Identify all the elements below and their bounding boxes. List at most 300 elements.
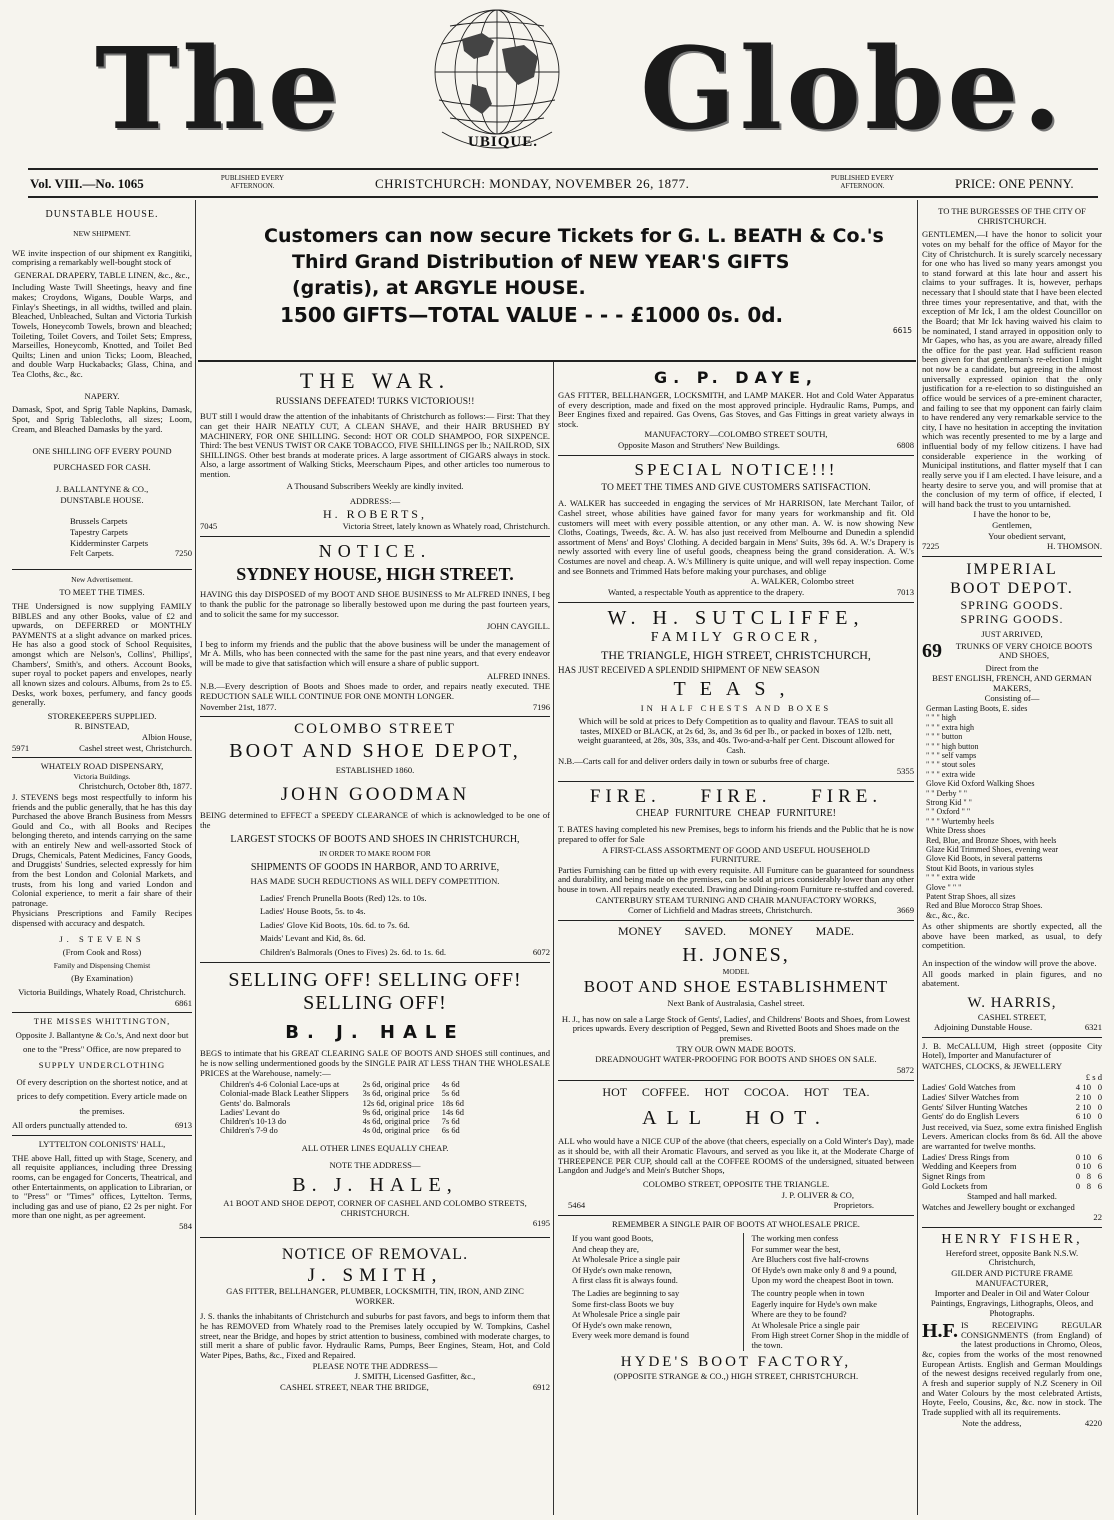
hale-price-table — [220, 1080, 472, 1135]
poem-line: The working men confess — [751, 1234, 839, 1244]
list-item: White Dress shoes — [926, 826, 986, 836]
table-cell: 7s 6d — [441, 1117, 460, 1127]
colombo-established: ESTABLISHED 1860. — [335, 765, 415, 776]
hale-address: A1 BOOT AND SHOE DEPOT, CORNER OF CASHEL AND COLOMBO STREETS, CHRISTCHURCH. — [223, 1198, 527, 1218]
lyttelton-title: LYTTELTON COLONISTS' HALL, — [38, 1139, 166, 1150]
list-item: " " " Wurtemby heels — [926, 816, 994, 826]
divider — [200, 1237, 550, 1238]
misses-body2: Of every description on the shortest notice, and at prices to defy competition. Every article made on the premises. — [16, 1076, 188, 1116]
list-item: Maids' Levant and Kid, 8s. 6d. — [260, 933, 366, 944]
poem-line: For summer wear the best, — [751, 1244, 841, 1254]
list-item: Brussels Carpets — [70, 516, 128, 527]
jones-model: MODEL — [722, 966, 750, 976]
table-row — [220, 1089, 472, 1098]
dateline — [30, 172, 1098, 196]
column-rule — [917, 200, 918, 1515]
napery-body: Damask, Spot, and Sprig Table Napkins, Damask, Spot, and Sprig Tablecloths, all sizes; Loom, Cream, and Bleached Damasks by the yard. — [12, 404, 192, 434]
whately-title: WHATELY ROAD DISPENSARY, — [40, 761, 164, 772]
mccallum-exchange: Watches and Jewellery bought or exchanged — [922, 1201, 1075, 1212]
fisher-note-row: Note the address, 4220 — [962, 1418, 1102, 1429]
divider — [200, 536, 550, 537]
volume-number: Vol. VIII.—No. 1065 — [30, 176, 144, 191]
list-item: Patent Strap Shoes, all sizes — [926, 891, 1016, 901]
ad-number: 7225 — [922, 541, 940, 552]
poem-divider — [743, 1233, 744, 1350]
table-row — [220, 1099, 472, 1108]
table-cell: 6s 6d — [441, 1126, 460, 1136]
list-item: Gents' Silver Hunting Watches 2 10 0 — [922, 1101, 1102, 1112]
fire-subtitle: CHEAP FURNITURE CHEAP FURNITURE! — [636, 808, 836, 820]
new-advertisement: New Advertisement. — [71, 574, 133, 584]
ad-number: 7250 — [174, 548, 192, 559]
dunstable-body: Including Waste Twill Sheetings, heavy and fine makes; Croydons, Wigans, Double Warps, and Finlay's Sheetings, in all widths, twilled and plain. Bleached, Unbleached, Sultan and Victoria Turkish Towels, Honeycomb Towels, brown and bleached; Toileting, Toilet Covers, and Toilet Sets; Empress, Marseilles, Honeycomb, Knotted, and Toilet Bed Quilts; Linen and union Ticks; Loom, Bleached, and double Warp Huckabacks; Glass, China, and Tea Cloths, &c., &c. — [12, 282, 192, 380]
war-street-row: 7045 Victoria Street, lately known as Whately road, Christchurch. — [200, 521, 550, 532]
list-item: Gold Lockets from 0 8 6 — [922, 1180, 1102, 1191]
list-item: " " " high button — [926, 741, 979, 751]
divider — [922, 1227, 1102, 1228]
misses-orders-row: All orders punctually attended to. 6913 — [12, 1120, 192, 1131]
table-cell: 5s 6d — [441, 1089, 460, 1099]
list-item: Glove " " " — [926, 882, 962, 892]
list-item: Strong Kid " " — [926, 797, 972, 807]
fire-body: T. BATES having completed his new Premises, begs to inform his friends and the Public that he is now prepared to offer for Sale — [558, 824, 914, 844]
poem-line: And cheap they are, — [572, 1244, 639, 1254]
special-wanted-row: Wanted, a respectable Youth as apprentice to the drapery. 7013 — [608, 586, 914, 597]
smith-signature: J. SMITH, Licensed Gasfitter, &c., — [354, 1371, 476, 1382]
list-item: Tapestry Carpets — [70, 527, 128, 538]
table-cell: Children's 4-6 Colonial Lace-ups at — [220, 1080, 340, 1090]
ad-number: 5971 — [12, 742, 30, 753]
table-row — [220, 1117, 472, 1126]
poem-line: Some first-class Boots we buy — [572, 1299, 674, 1309]
fisher-trade: GILDER AND PICTURE FRAME MANUFACTURER, — [951, 1268, 1073, 1288]
poem-line: If you want good Boots, — [572, 1234, 654, 1244]
sydney-nb: N.B.—Every description of Boots and Shoes made to order, and repairs neatly executed. THE REDUCTION SALE WILL CONTINUE FOR ONE MONTH LONGER. — [200, 681, 550, 701]
divider — [200, 962, 550, 963]
burgess-honor: I have the honor to be, — [973, 509, 1051, 520]
table-row — [220, 1108, 472, 1117]
poem-line: Are Bluchers cost five half-crowns — [751, 1255, 869, 1265]
ballantyne-house: DUNSTABLE HOUSE. — [60, 494, 144, 505]
goodman-largest: LARGEST STOCKS OF BOOTS AND SHOES IN CHRISTCHURCH, — [230, 834, 520, 846]
sutcliffe-subtitle: FAMILY GROCER, — [650, 629, 822, 645]
hale-other: ALL OTHER LINES EQUALLY CHEAP. — [301, 1142, 449, 1153]
lyttelton-body: THE above Hall, fitted up with Stage, Scenery, and all requisite appliances, including three Dressing rooms, can be engaged for Concerts, Theatrical, and other Entertainments, on application to Librarian, or to "Press" or "Times" offices, Lyttelton. Terms, including gas and use of piano, £2 2s per night. For more than one night, as per agreement. — [12, 1152, 192, 1221]
table-cell: 12s 6d, original price — [362, 1098, 434, 1108]
list-item: " " Derby " " — [926, 788, 968, 798]
imperial-title: IMPERIAL — [966, 560, 1058, 578]
harris-adjoining-row: Adjoining Dunstable House. 6321 — [934, 1022, 1102, 1033]
column-4 — [922, 206, 1102, 1516]
special-signature: A. WALKER, Colombo street — [750, 576, 854, 587]
hot-drinks: HOT COFFEE. HOT COCOA. HOT TEA. — [602, 1084, 870, 1099]
sutcliffe-title: W. H. SUTCLIFFE, — [607, 606, 865, 629]
list-item: Wedding and Keepers from 0 10 6 — [922, 1161, 1102, 1172]
divider — [12, 569, 192, 570]
list-item: Kidderminster Carpets — [70, 537, 149, 548]
list-item: Red and Blue Morocco Strap Shoes. — [926, 901, 1043, 911]
all-hot-proprietors-row: 5464 Proprietors. — [568, 1200, 874, 1211]
list-item: Gents' do do English Levers 6 10 0 — [922, 1111, 1102, 1122]
special-subtitle: TO MEET THE TIMES AND GIVE CUSTOMERS SATISFACTION. — [601, 482, 871, 493]
sydney-signature-2: ALFRED INNES. — [486, 670, 550, 681]
whately-body: J. STEVENS begs most respectfully to inform his friends and the public generally, that he has this day Purchased the above Branch Business from Messrs Gould and Co., with all Books and Recipes belonging thereto, and intends carrying on the same with an entirely New and well-assorted Stock of Drugs, Chemicals, Patent Medicines, Fancy Goods, and Druggists' Sundries, selected expressly for him from the best London and Colonial Markets, and trusts, from his long and varied London and Colonial experience, to merit a fair share of their patronage. — [12, 791, 192, 908]
ad-number: 7045 — [200, 521, 218, 532]
misses-body: Opposite J. Ballantyne & Co.'s, And next door but one to the "Press" Office, are now prepared to — [15, 1029, 189, 1055]
war-address: ADDRESS:— — [349, 496, 401, 507]
mccallum-list-2 — [922, 1153, 1102, 1192]
table-cell: Ladies' Levant do — [220, 1107, 280, 1117]
daye-opposite-row: Opposite Mason and Struthers' New Buildings. 6808 — [618, 440, 914, 451]
war-body: BUT still I would draw the attention of the inhabitants of Christchurch as follows:— First: That they can get their HAIR NEATLY CUT, A CLEAN SHAVE, and their HAIR BRUSHED BY MACHINERY, FOR ONE SHILLING. Second: HOT OR COLD SHAMPOO, FOR SIXPENCE. Third: The best VENUS TWIST OR CAKE TOBACCO, FIVE SHILLINGS per lb.; NAILROD, SIX SHILLINGS. Other best brands at moderate prices. A large assortment of CIGARS always in stock. Also, a large assortment of Walking Sticks, Meerschaum Pipes, and other articles too numerous to mention. — [200, 411, 550, 479]
burgess-body: GENTLEMEN,—I have the honor to solicit your votes on my behalf for the office of Mayor for the City of Christchurch. It is surely scarcely necessary for one who has lived so many years amongst you to stand forward at this late hour and assert his claims to your suffrages. It is, however, perhaps necessary that I should state that I have been elected three times your representative, and that, with the exception of Mr Ick, I am the oldest Councillor on the Board; that Mr Ick having waived his claim to be nominated, I stand arrayed in opposition only to Mr Gapes, who has, as you are aware, already filled the office for the past year. Had sufficient reason been given for that gentleman's re-election I might not now be a candidate, but agreeing in the almost universally expressed opinion that the only justification for a re-election to so distinguished an office would be services of a pre-eminent character, and failing to see that my opponent can fairly claim to have rendered any very remarkable service to the city, I have no hesitation in accepting the invitation which was recently presented to me by a large and influential body of my fellow citizens. I have had considerable experience in the working of Municipal institutions, and flatter myself that I can really serve you if I am elected. I have leisure, and a hearty desire to serve you, and will promise that at the conclusion of my term of office, if elected, I will hand back the trust to you untarnished. — [922, 229, 1102, 509]
table-cell: Colonial-made Black Leather Slippers — [220, 1089, 349, 1099]
goodman-made: HAS MADE SUCH REDUCTIONS AS WILL DEFY COMPETITION. — [250, 876, 500, 887]
poem-line: Upon my word the cheapest Boot in town. — [751, 1276, 894, 1286]
war-name: H. ROBERTS, — [323, 506, 427, 521]
stevens-address: Victoria Buildings, Whately Road, Christchurch. — [18, 986, 186, 997]
hf-block — [922, 1321, 1102, 1417]
notice-title: NOTICE. — [318, 540, 432, 561]
teas-title: TEAS, — [673, 678, 799, 701]
poem-line: Eagerly inquire for Hyde's own make — [751, 1299, 877, 1309]
ad-number: 22 — [1093, 1212, 1102, 1223]
consisting: Consisting of— — [984, 693, 1040, 704]
sydney-signature: JOHN CAYGILL. — [486, 621, 550, 632]
hale-title: B. J. HALE — [285, 1022, 465, 1044]
list-item: German Lasting Boots, E. sides — [926, 704, 1028, 714]
money-saved: MONEY SAVED. MONEY MADE. — [618, 923, 854, 938]
table-cell: 4s 6d — [441, 1080, 460, 1090]
list-item: Ladies' Gold Watches from 4 10 0 — [922, 1082, 1102, 1093]
ad-number: 6615 — [892, 326, 912, 335]
table-cell: Gents' do. Balmorals — [220, 1098, 291, 1108]
banner-line-3: (gratis), at ARGYLE HOUSE. — [292, 277, 586, 299]
mccallum-stamp: Stamped and hall marked. — [967, 1191, 1057, 1202]
table-cell: Children's 10-13 do — [220, 1117, 287, 1127]
divider — [12, 1135, 192, 1136]
colombo-title: COLOMBO STREET — [294, 721, 456, 738]
stevens-role: Family and Dispensing Chemist — [53, 960, 151, 970]
poem-line: A first class fit is always found. — [572, 1276, 678, 1286]
ad-number: 7196 — [532, 701, 550, 712]
stevens-name: J. STEVENS — [59, 933, 145, 944]
daye-title: G. P. DAYE, — [654, 368, 818, 387]
ad-number: 584 — [179, 1221, 192, 1232]
fire-title: FIRE. FIRE. FIRE. — [589, 785, 883, 807]
dunstable-title: DUNSTABLE HOUSE. — [45, 209, 159, 220]
burgess-gentlemen: Gentlemen, — [992, 520, 1032, 530]
spring-goods-2: SPRING GOODS. — [960, 612, 1064, 627]
divider — [922, 1037, 1102, 1038]
ad-number: 5872 — [896, 1064, 914, 1075]
times-body: THE Undersigned is now supplying FAMILY BIBLES and any other Books, value of £2 and upwards, on DEFERRED or MONTHLY PAYMENTS at a slight advance on marked prices. He has also a good stock of School Requisites, amongst which are Nelson's, Collins', Phillips', Chambers', Smith's, and others. Account Books, super royal to pocket papers and envelopes, nearly all known sizes and colours. Albums, from 2s to £5. Desks, work boxes, perfumery, and fancy goods generally. — [12, 600, 192, 708]
list-item: &c., &c., &c. — [926, 910, 970, 920]
poem-line: The country people when in town — [751, 1289, 865, 1299]
hale-body: BEGS to intimate that his GREAT CLEARING SALE OF BOOTS AND SHOES still continues, and he is now selling undermentioned goods by the SINGLE PAIR AT LESS THAN THE WHOLESALE PRICES at the Warehouse, namely:— — [200, 1048, 550, 1078]
sutcliffe-body: HAS JUST RECEIVED A SPLENDID SHIPMENT OF NEW SEASON — [558, 665, 820, 676]
fire-works: CANTERBURY STEAM TURNING AND CHAIR MANUFACTORY WORKS, — [595, 894, 877, 905]
list-item: Glove Kid Oxford Walking Shoes — [926, 779, 1035, 789]
jones-try: TRY OUR OWN MADE BOOTS. — [676, 1043, 796, 1054]
table-cell: 4s 6d, original price — [362, 1117, 430, 1127]
ad-number: 5355 — [896, 766, 914, 777]
list-item: " " " self vamps — [926, 751, 977, 761]
list-item: " " Oxford " " — [926, 807, 971, 817]
hale-note: NOTE THE ADDRESS— — [329, 1160, 421, 1171]
inspection-note: An inspection of the window will prove the above. — [922, 957, 1097, 968]
table-cell: 4s 0d, original price — [362, 1126, 430, 1136]
ad-number: 6913 — [174, 1120, 192, 1131]
list-item: Felt Carpets. 7250 — [70, 548, 192, 559]
poem-line: From High street Corner Shop in the middle of the town. — [751, 1331, 909, 1350]
war-subscribers: A Thousand Subscribers Weekly are kindly invited. — [286, 480, 464, 491]
hyde-title: HYDE'S BOOT FACTORY, — [620, 1353, 852, 1370]
times-title: TO MEET THE TIMES. — [59, 587, 145, 598]
table-cell: 9s 6d, original price — [362, 1107, 430, 1117]
column-rule — [553, 660, 554, 1515]
divider — [922, 556, 1102, 557]
poem-line: At Wholesale Price a single pair — [572, 1310, 680, 1320]
ballantyne-name: J. BALLANTYNE & CO., — [55, 484, 149, 495]
masthead-title-left: The — [95, 24, 344, 155]
list-item: Glove Kid Boots, in several patterns — [926, 854, 1043, 864]
poem-line: Of Hyde's own make renown, — [572, 1320, 672, 1330]
divider — [12, 757, 192, 758]
ad-number: 7013 — [896, 586, 914, 597]
dateline-rule-bottom — [28, 196, 1098, 198]
goodman-price-list — [200, 892, 550, 958]
poem-line: At Wholesale Price a single pair — [751, 1320, 860, 1330]
ad-number: 4220 — [1084, 1418, 1102, 1429]
list-item: " " " extra wide — [926, 873, 976, 883]
list-item: " " " stout soles — [926, 760, 976, 770]
binstead-name: R. BINSTEAD, — [74, 721, 130, 732]
plain-figures-note: All goods marked in plain figures, and no abatement. — [922, 968, 1102, 989]
war-subtitle: RUSSIANS DEFEATED! TURKS VICTORIOUS!! — [275, 396, 475, 407]
remember-title: REMEMBER A SINGLE PAIR OF BOOTS AT WHOLESALE PRICE. — [612, 1218, 860, 1229]
divider — [558, 602, 914, 603]
hyde-address: (OPPOSITE STRANGE & CO.,) HIGH STREET, CHRISTCHURCH. — [613, 1370, 859, 1381]
carpet-list — [12, 517, 192, 559]
ad-number: 6912 — [532, 1381, 550, 1392]
dunstable-general: GENERAL DRAPERY, TABLE LINEN, &c., &c., — [14, 269, 190, 280]
banner-line-2: Third Grand Distribution of NEW YEAR'S GIFTS — [292, 251, 790, 273]
all-hot-body: ALL who would have a NICE CUP of the above (that cheers, especially on a Cold Winter's Day), made as it should be, with all their Aromatic Flavours, and served as you like it, at the Moderate Charge of THREEPENCE PER CUP, should call at the COFFEE ROOMS of the undersigned, situated between Langdon and Judge's and Mein's Butcher Shops, — [558, 1136, 914, 1176]
ad-number: 6195 — [532, 1218, 550, 1229]
boot-depot-title: BOOT DEPOT. — [950, 579, 1074, 597]
binstead-street-row: 5971 Cashel street west, Christchurch. — [12, 742, 192, 753]
trunks-count: 69 — [922, 640, 942, 663]
masthead-motto: UBIQUE. — [468, 134, 538, 150]
jones-next: Next Bank of Australasia, Cashel street. — [667, 998, 805, 1009]
divider — [558, 920, 914, 921]
special-title: SPECIAL NOTICE!!! — [634, 459, 838, 479]
makers: BEST ENGLISH, FRENCH, AND GERMAN MAKERS, — [932, 673, 1092, 693]
list-item: Signet Rings from 0 8 6 — [922, 1170, 1102, 1181]
list-item: Ladies' Silver Watches from 2 10 0 — [922, 1091, 1102, 1102]
list-item: Red, Blue, and Bronze Shoes, with heels — [926, 835, 1057, 845]
hf-body: IS RECEIVING REGULAR CONSIGNMENTS (from England) of the latest productions in Chromo, Oleos, &c, copies from the works of the most renowned European Artists. English and German Mouldings of the newest designs received regularly from one, A fresh and superior supply of N.Z Scenery in Oil and Water Colours by the most celebrated Artists, Hoyte, Feelo, Cousins, &c, &c. now in stock. The Trade supplied with all its requirements. — [922, 1320, 1102, 1417]
list-item: Stout Kid Boots, in various styles — [926, 863, 1034, 873]
ad-number: 5464 — [568, 1200, 586, 1211]
smith-trade: GAS FITTER, BELLHANGER, PLUMBER, LOCKSMITH, TIN, IRON, AND ZINC WORKER. — [226, 1286, 524, 1306]
divider — [12, 1012, 192, 1013]
ad-number: 6861 — [174, 997, 192, 1008]
goodman-shipments: SHIPMENTS OF GOODS IN HARBOR, AND TO ARRIVE, — [250, 862, 500, 874]
spring-goods-1: SPRING GOODS. — [960, 597, 1064, 612]
smith-address-row: CASHEL STREET, NEAR THE BRIDGE, 6912 — [280, 1381, 550, 1392]
misses-title: THE MISSES WHITTINGTON, — [33, 1016, 171, 1027]
whately-note: Physicians Prescriptions and Family Recipes dispensed with accuracy and despatch. — [12, 908, 192, 929]
jones-name: H. JONES, — [682, 944, 790, 967]
poem-line: Of Hyde's own make renown, — [572, 1265, 672, 1275]
ad-number: 6321 — [1084, 1022, 1102, 1033]
shilling-off: ONE SHILLING OFF EVERY POUND PURCHASED FOR CASH. — [32, 446, 172, 472]
goodman-order: IN ORDER TO MAKE ROOM FOR — [319, 848, 431, 858]
poem-line: At Wholesale Price a single pair — [572, 1255, 680, 1265]
poem-line: Of Hyde's own make only 8 and 9 a pound, — [751, 1265, 897, 1275]
harris-street: CASHEL STREET, — [977, 1011, 1047, 1022]
hf-initials: H.F. — [922, 1320, 958, 1343]
teas-subtitle: IN HALF CHESTS AND BOXES — [640, 702, 832, 713]
goodman-body: BEING determined to EFFECT a SPEEDY CLEARANCE of which is acknowledged to be one of the — [200, 810, 550, 830]
direct-from: Direct from the — [985, 662, 1039, 673]
poem-right — [752, 1233, 915, 1350]
ad-number: 6072 — [532, 946, 550, 957]
mccallum-watches: WATCHES, CLOCKS, & JEWELLERY — [922, 1061, 1063, 1072]
place-date: CHRISTCHURCH: MONDAY, NOVEMBER 26, 1877. — [375, 176, 690, 191]
sutcliffe-address: THE TRIANGLE, HIGH STREET, CHRISTCHURCH, — [601, 647, 871, 662]
table-cell: 3s 6d, original price — [362, 1089, 430, 1099]
list-item: Ladies' Glove Kid Boots, 10s. 6d. to 7s. 6d. — [260, 919, 410, 930]
burgess-signature-row: 7225 H. THOMSON. — [922, 541, 1102, 552]
table-row — [220, 1126, 472, 1135]
hyde-poem — [558, 1233, 914, 1350]
table-cell: 14s 6d — [441, 1107, 464, 1117]
whately-date: Christchurch, October 8th, 1877. — [78, 781, 192, 792]
list-item: " " " extra wide — [926, 769, 976, 779]
list-item: Ladies' French Prunella Boots (Red) 12s. to 10s. — [260, 892, 427, 903]
burgess-servant: Your obedient servant, — [988, 530, 1066, 541]
burgess-title: TO THE BURGESSES OF THE CITY OF CHRISTCHURCH. — [938, 206, 1086, 226]
daye-body: GAS FITTER, BELLHANGER, LOCKSMITH, and LAMP MAKER. Hot and Cold Water Apparatus of every description, made and fixed on the most approved principle. Hydraulic Rams, Pumps, and Beer Engines fixed and repaired. Gas Ovens, Gas Stoves, and Gas Fittings in great variety always in stock. — [558, 389, 914, 429]
daye-factory: MANUFACTORY—COLOMBO STREET SOUTH, — [644, 429, 828, 440]
divider — [558, 781, 914, 782]
table-cell: 18s 6d — [441, 1098, 464, 1108]
whately-subtitle: Victoria Buildings. — [73, 771, 131, 781]
sydney-date-row: November 21st, 1877. 7196 — [200, 701, 550, 712]
teas-nb: N.B.—Carts call for and deliver orders daily in town or suburbs free of charge. — [558, 755, 830, 766]
column-1 — [12, 208, 192, 1516]
banner-rule — [198, 360, 916, 362]
list-item: " " " extra high — [926, 722, 975, 732]
divider — [558, 455, 914, 456]
sydney-body: HAVING this day DISPOSED of my BOOT AND SHOE BUSINESS to Mr ALFRED INNES, I beg to thank the public for the patronage so liberally bestowed upon me during the past fourteen years, and to solicit the same for my successor. — [200, 589, 550, 619]
jones-establishment: BOOT AND SHOE ESTABLISHMENT — [583, 977, 889, 997]
shipments-note: As other shipments are shortly expected, all the above have been marked, as usual, to defy competition. — [922, 921, 1102, 951]
price: PRICE: ONE PENNY. — [955, 176, 1074, 191]
list-item: " " " button — [926, 732, 963, 742]
mccallum-list — [922, 1083, 1102, 1122]
banner-line-1: Customers can now secure Tickets for G. L. BEATH & Co.'s — [264, 225, 884, 247]
table-row — [220, 1080, 472, 1089]
column-rule — [195, 200, 196, 1515]
fire-body-2: Parties Furnishing can be fitted up with every requisite. All Furniture can be guaranteed for soundness and durability, and being made on the premises, can be sold at prices considerably lower than any other house in town. All repairs neatly executed. Drawing and Dining-room Furniture re-stuffed and covered. — [558, 864, 914, 895]
poem-line: The Ladies are beginning to say — [572, 1289, 680, 1299]
table-cell: 2s 6d, original price — [362, 1080, 430, 1090]
selling-off-title: SELLING OFF! SELLING OFF! SELLING OFF! — [228, 969, 522, 1015]
jones-body: H. J., has now on sale a Large Stock of Gents', Ladies', and Childrens' Boots and Shoes, from Lowest prices upwards. Every description of Pegged, Sewn and Rivetted Boots and Shoes made on the premises. — [561, 1013, 911, 1044]
banner-line-4: 1500 GIFTS—TOTAL VALUE - - - £1000 0s. 0d. — [280, 303, 784, 327]
ad-number: 3669 — [896, 905, 914, 916]
poem-line: Every week more demand is found — [572, 1331, 689, 1341]
jones-dreadnought: DREADNOUGHT WATER-PROOFING FOR BOOTS AND SHOES ON SALE. — [595, 1054, 877, 1065]
dunstable-intro: WE invite inspection of our shipment ex Rangitiki, comprising a remarkably well-bought stock of — [12, 247, 192, 268]
fisher-title: HENRY FISHER, — [941, 1232, 1083, 1248]
colombo-title-2: BOOT AND SHOE DEPOT, — [229, 739, 521, 762]
dateline-rule-top — [28, 168, 1098, 170]
published-left: PUBLISHED EVERY AFTERNOON. — [220, 174, 285, 190]
stevens-exam: (By Examination) — [71, 973, 133, 984]
storekeepers: STOREKEEPERS SUPPLIED. — [47, 710, 157, 721]
mccallum-mid: Just received, via Suez, some extra finished English Levers. American clocks from 8s 6d. All the above are warranted for twelve months. — [922, 1121, 1102, 1152]
ad-number: 6808 — [896, 440, 914, 451]
just-arrived: JUST ARRIVED, — [981, 628, 1043, 639]
list-item: " " " high — [926, 713, 957, 723]
divider — [200, 716, 550, 717]
published-right: PUBLISHED EVERY AFTERNOON. — [830, 174, 895, 190]
special-body: A. WALKER has succeeded in engaging the services of Mr HARRISON, late Merchant Tailor, of Cashel street, whose abilities have gained favor for many years for workmanship and fit. Old customers will meet with every possible attention, or any other man. A. W. is now showing New Cloths, Coatings, Tweeds, &c. A. W. has also just received from Melbourne and Dunedin a splendid assortment of Mens' and Boys' Clothing. A decided bargain in Mens' Suits, 39s 6d. A. W.'s Drapery is newly assorted with every line of useful goods, cheapness being the grand consideration. A. W.'s Costumes are novel and cheap. A. W.'s Millinery is quite unique, and will well repay inspection. Come and see Bonnets and Trimmed Hats before making your purchases, and oblige — [558, 498, 914, 576]
all-hot-title: ALL HOT. — [642, 1107, 830, 1130]
binstead-address: Albion House, — [141, 732, 192, 743]
masthead — [0, 0, 1114, 168]
column-rule — [553, 360, 554, 660]
table-cell: Children's 7-9 do — [220, 1126, 278, 1136]
mccallum-lsd-header: £ s d — [1085, 1071, 1102, 1082]
list-item: Glaze Kid Trimmed Shoes, evening wear — [926, 844, 1058, 854]
sydney-title: SYDNEY HOUSE, HIGH STREET. — [236, 564, 514, 585]
hale-name: B. J. HALE, — [292, 1173, 458, 1196]
poem-left — [558, 1233, 735, 1350]
fisher-importer: Importer and Dealer in Oil and Water Colour Paintings, Engravings, Lithographs, Oleos, and Photographs. — [930, 1288, 1094, 1318]
smith-body: J. S. thanks the inhabitants of Christchurch and suburbs for past favors, and begs to inform them that he has REMOVED from Whately road to the Premises lately occupied by W. Tompkins, Cashel street, near the Bridge, and hopes by strict attention to business, combined with moderate charges, to still merit a share of public favor. Hydraulic Rams, Pumps, Beer Engines, Steam, Hot, and Cold Water Pipes, Baths, &c., Fixed and Repaired. — [200, 1311, 550, 1360]
fisher-address: Hereford street, opposite Bank N.S.W. Christchurch, — [945, 1247, 1079, 1268]
smith-name: J. SMITH, — [307, 1264, 443, 1286]
all-hot-street: COLOMBO STREET, OPPOSITE THE TRIANGLE. — [642, 1178, 830, 1189]
divider — [558, 1080, 914, 1081]
list-item: Ladies' Dress Rings from 0 10 6 — [922, 1151, 1102, 1162]
trunks-text: TRUNKS OF VERY CHOICE BOOTS AND SHOES, — [955, 640, 1093, 661]
boot-list — [922, 705, 1102, 920]
misses-supply: SUPPLY UNDERCLOTHING — [38, 1060, 166, 1071]
all-hot-signature: J. P. OLIVER & CO, — [781, 1189, 854, 1200]
stevens-from: (From Cook and Ross) — [62, 947, 142, 958]
goodman-name: JOHN GOODMAN — [280, 783, 470, 805]
fire-assortment: A FIRST-CLASS ASSORTMENT OF GOOD AND USEFUL HOUSEHOLD FURNITURE. — [602, 844, 870, 865]
column-2 — [200, 368, 550, 1516]
divider — [558, 1215, 914, 1216]
beath-banner — [200, 224, 912, 354]
removal-title: NOTICE OF REMOVAL. — [281, 1246, 469, 1264]
trunks-row — [922, 640, 1102, 662]
teas-body: Which will be sold at prices to Defy Competition as to quality and flavour. TEAS to suit all tastes, MIXED or BLACK, at 2s 6d, 3s, and 3s 6d per lb., or packed in boxes of 12lb. nett, weight guaranteed, at 28s, 30s, 33s, and 40s. Two-and-a-half per Cent. Discount allowed for Cash. — [577, 716, 895, 756]
list-item: Ladies' House Boots, 5s. to 4s. — [260, 906, 366, 917]
list-item: Children's Balmorals (Ones to Fives) 2s. 6d. to 1s. 6d. 6072 — [260, 946, 550, 957]
fire-corner-row: Corner of Lichfield and Madras streets, Christchurch. 3669 — [628, 905, 914, 916]
smith-note: PLEASE NOTE THE ADDRESS— — [312, 1360, 438, 1371]
masthead-title-right: Globe. — [640, 24, 1066, 155]
